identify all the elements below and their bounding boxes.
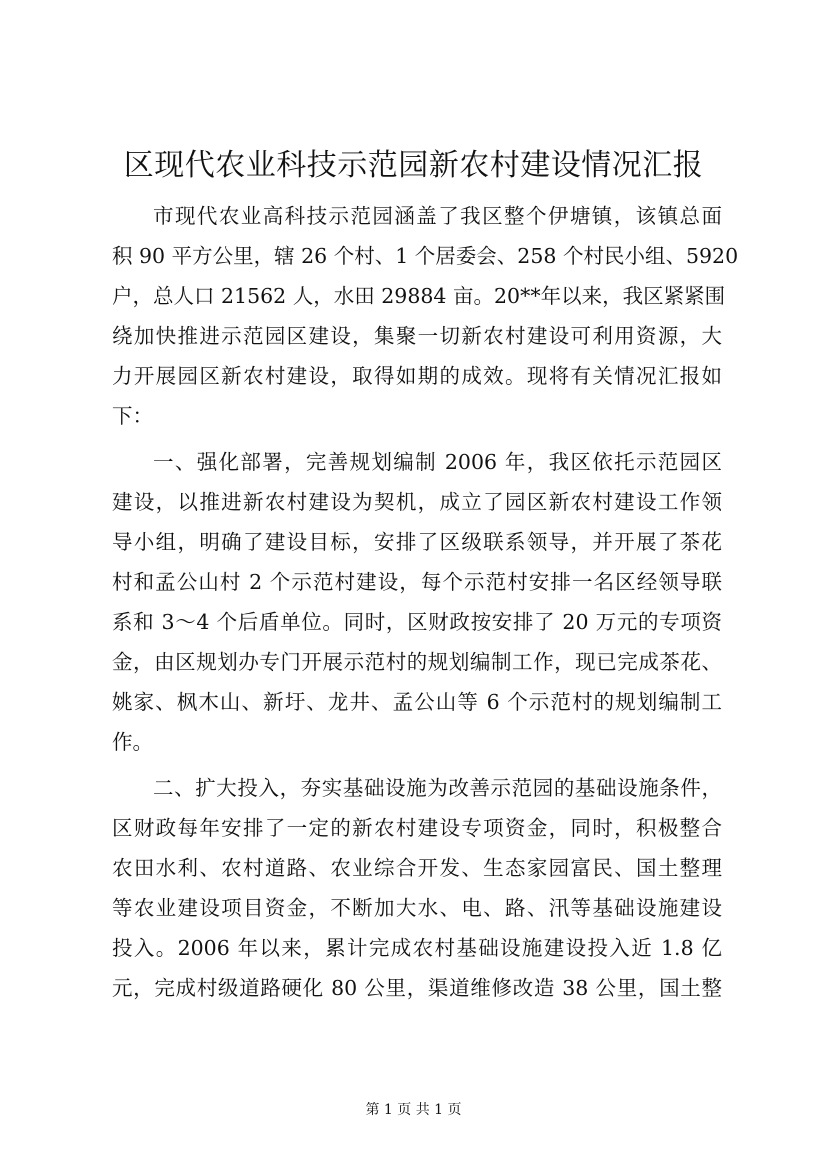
document-body xyxy=(112,196,739,1008)
text-line: 村和孟公山村 2 个示范村建设，每个示范村安排一名区经领导联 xyxy=(112,570,722,594)
paragraph-3 xyxy=(112,768,722,1008)
paragraph-2 xyxy=(112,442,722,762)
text-line: 等农业建设项目资金，不断加大水、电、路、汛等基础设施建设 xyxy=(112,896,722,920)
text-line: 系和 3～4 个后盾单位。同时，区财政按安排了 20 万元的专项资 xyxy=(112,610,722,634)
text-line: 二、扩大投入，夯实基础设施为改善示范园的基础设施条件， xyxy=(153,776,722,800)
text-line: 金，由区规划办专门开展示范村的规划编制工作，现已完成茶花、 xyxy=(112,650,722,674)
text-line: 建设，以推进新农村建设为契机，成立了园区新农村建设工作领 xyxy=(112,490,722,514)
text-line: 农田水利、农村道路、农业综合开发、生态家园富民、国土整理 xyxy=(112,856,722,880)
text-line: 户，总人口 21562 人，水田 29884 亩。20**年以来，我区紧紧围 xyxy=(112,284,726,308)
text-line: 积 90 平方公里，辖 26 个村、1 个居委会、258 个村民小组、5920 xyxy=(112,244,739,268)
text-line: 投入。2006 年以来，累计完成农村基础设施建设投入近 1.8 亿 xyxy=(112,936,722,960)
text-line: 一、强化部署，完善规划编制 2006 年，我区依托示范园区 xyxy=(153,450,722,474)
text-line: 力开展园区新农村建设，取得如期的成效。现将有关情况汇报如 xyxy=(112,364,722,388)
text-line: 导小组，明确了建设目标，安排了区级联系领导，并开展了茶花 xyxy=(112,530,722,554)
text-line: 绕加快推进示范园区建设，集聚一切新农村建设可利用资源，大 xyxy=(112,324,722,348)
text-line: 下： xyxy=(112,404,153,428)
page-footer: 第 1 页 共 1 页 xyxy=(365,1102,462,1118)
text-line: 作。 xyxy=(112,730,153,754)
text-line: 元，完成村级道路硬化 80 公里，渠道维修改造 38 公里，国土整 xyxy=(112,976,722,1000)
paragraph-1 xyxy=(112,196,739,436)
text-line: 市现代农业高科技示范园涵盖了我区整个伊塘镇，该镇总面 xyxy=(153,204,722,228)
text-line: 区财政每年安排了一定的新农村建设专项资金，同时，积极整合 xyxy=(112,816,722,840)
document-title: 区现代农业科技示范园新农村建设情况汇报 xyxy=(123,148,704,183)
text-line: 姚家、枫木山、新圩、龙井、孟公山等 6 个示范村的规划编制工 xyxy=(112,690,722,714)
